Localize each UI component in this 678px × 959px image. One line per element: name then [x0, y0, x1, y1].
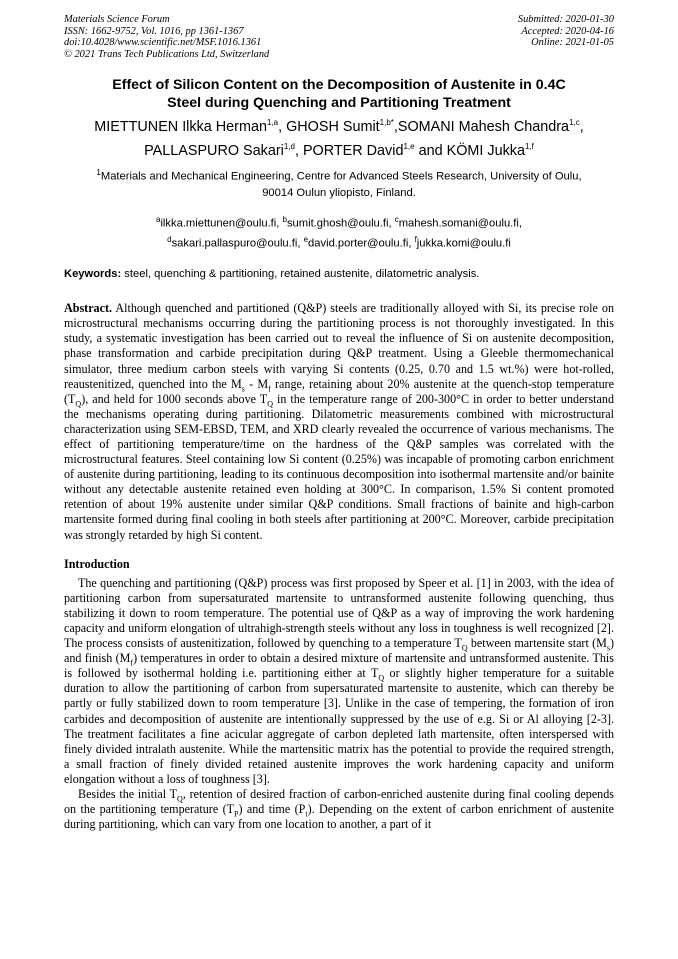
author: GHOSH Sumit	[286, 119, 380, 136]
email-link[interactable]: mahesh.somani@oulu.fi,	[398, 217, 522, 230]
accepted-date: Accepted: 2020-04-16	[521, 25, 614, 37]
author: KÖMI Jukka	[446, 142, 525, 159]
affiliation: $^1$Materials and Mechanical Engineering, Centre for Advanced Steels Research, University of Oulu, 90014 Oulun yliopisto, Finland.	[96, 167, 582, 200]
dates-info	[518, 14, 614, 60]
author-list: MIETTUNEN Ilkka Herman$^{1,a}$, GHOSH Sumit$^{1,b*}$,SOMANI Mahesh Chandra$^{1,c}$, PALLASPURO Sakari$^{1,d}$, PORTER David$^{1,e}$ and KÖMI Jukka$^{1,f}$	[94, 118, 584, 159]
paper-page	[64, 14, 614, 832]
email-link[interactable]: sumit.ghosh@oulu.fi,	[286, 217, 392, 230]
issn: ISSN: 1662-9752, Vol. 1016, pp 1361-1367	[64, 25, 244, 37]
abstract: Abstract. Although quenched and partitioned (Q&P) steels are traditionally alloyed with Si, its precise role on microstructural mechanisms occurring during the partitioning process is not thoroughly investigated. In this study, a systematic investigation has been carried out to reveal the influence of Si on austenite decomposition, phase transformation and carbide precipitation during Q&P treatment. Using a Gleeble thermomechanical simulator, three medium carbon steels with varying Si contents (0.25, 0.70 and 1.5 wt.%) were hot-rolled, reaustenitized, quenched into the $M_s - M_f$ range, retaining about 20% austenite at the quench-stop temperature $(T_Q)$, and held for 1000 seconds above $T_Q$ in the temperature range of 200-300°C in order to better understand the mechanisms operating during partitioning. Dilatometric measurements combined with microstructural characterization using SEM-EBSD, TEM, and XRD clearly revealed the occurrence of various mechanisms. The effect of partitioning temperature/time on the hardness of the Q&P samples was correlated with the microstructural features. Steel containing low Si content (0.25%) was incapable of promoting carbon enrichment of austenite during partitioning, leading to its continuous decomposition into isothermal martensite and/or bainite without any detectable austenite retained even holding at 300°C. In comparison, 1.5% Si content promoted retention of about 19% austenite under similar Q&P conditions. Small fractions of bainite and high-carbon martensite formed during final cooling in both steels after partitioning at 200°C. Moreover, carbide precipitation was strongly retarded by high Si content.	[64, 301, 615, 542]
online-date: Online: 2021-01-05	[531, 37, 614, 49]
doi: doi:10.4028/www.scientific.net/MSF.1016.1361	[64, 37, 262, 49]
author: PALLASPURO Sakari	[144, 142, 284, 159]
copyright: © 2021 Trans Tech Publications Ltd, Switzerland	[64, 48, 270, 60]
author: SOMANI Mahesh Chandra	[397, 119, 570, 136]
email-link[interactable]: david.porter@oulu.fi,	[308, 237, 412, 250]
email-link[interactable]: ilkka.miettunen@oulu.fi,	[160, 217, 280, 230]
keywords: Keywords: steel, quenching & partitioning, retained austenite, dilatometric analysis.	[64, 268, 480, 281]
submitted-date: Submitted: 2020-01-30	[517, 14, 614, 25]
email-list: $^a$ilkka.miettunen@oulu.fi, $^b$sumit.ghosh@oulu.fi, $^c$mahesh.somani@oulu.fi, $^d$sakari.pallaspuro@oulu.fi, $^e$david.porter@oulu.fi, $^f$jukka.komi@oulu.fi	[155, 214, 522, 250]
section-heading-introduction: Introduction	[64, 556, 130, 571]
running-header	[64, 14, 614, 60]
intro-paragraph: The quenching and partitioning (Q&P) process was first proposed by Speer et al. [1] in 2003, with the idea of partitioning carbon from supersaturated martensite to untransformed austenite following quenching, thus stabilizing it down to room temperature. The potential use of Q&P as a way of improving the work hardening capacity and uniform elongation of ultrahigh-strength steels without any loss in toughness is well recognized [2]. The process consists of austenitization, followed by quenching to a temperature $T_Q$ between martensite start $(M_s)$ and finish $(M_f)$ temperatures in order to obtain a desired mixture of martensite and untransformed austenite. This is followed by isothermal holding i.e. partitioning either at $T_Q$ or slightly higher temperature for a suitable duration to allow the partitioning of carbon from supersaturated martensite to austenite, which can thereby be partly or fully stabilized down to room temperature [3]. Unlike in the case of tempering, the formation of iron carbides and decomposition of austenite are intentionally suppressed by the use of e.g. Si or Al alloying [2-3]. The treatment facilitates a fine acicular aggregate of carbon depleted lath martensite, often interspersed with finely divided intralath austenite. While the martensitic matrix has the potential to provide the required strength, a small fraction of finely divided retained austenite improves the work hardening capacity and uniform elongation without a loss of toughness [3].	[64, 575, 615, 786]
intro-paragraph: Besides the initial $T_Q$, retention of desired fraction of carbon-enriched austenite during final cooling depends on the partitioning temperature $(T_P)$ and time $(P_t)$. Depending on the extent of carbon enrichment of austenite during partitioning, which can vary from one location to another, a part of it	[64, 786, 614, 832]
email-link[interactable]: sakari.pallaspuro@oulu.fi,	[171, 237, 301, 250]
journal-info	[64, 14, 269, 60]
author: MIETTUNEN Ilkka Herman	[94, 119, 267, 136]
paper-title: Effect of Silicon Content on the Decomposition of Austenite in 0.4C Steel during Quenching and Partitioning Treatment	[112, 77, 566, 112]
journal-name: Materials Science Forum	[64, 14, 170, 25]
email-link[interactable]: jukka.komi@oulu.fi	[416, 237, 511, 250]
author: PORTER David	[302, 142, 404, 159]
